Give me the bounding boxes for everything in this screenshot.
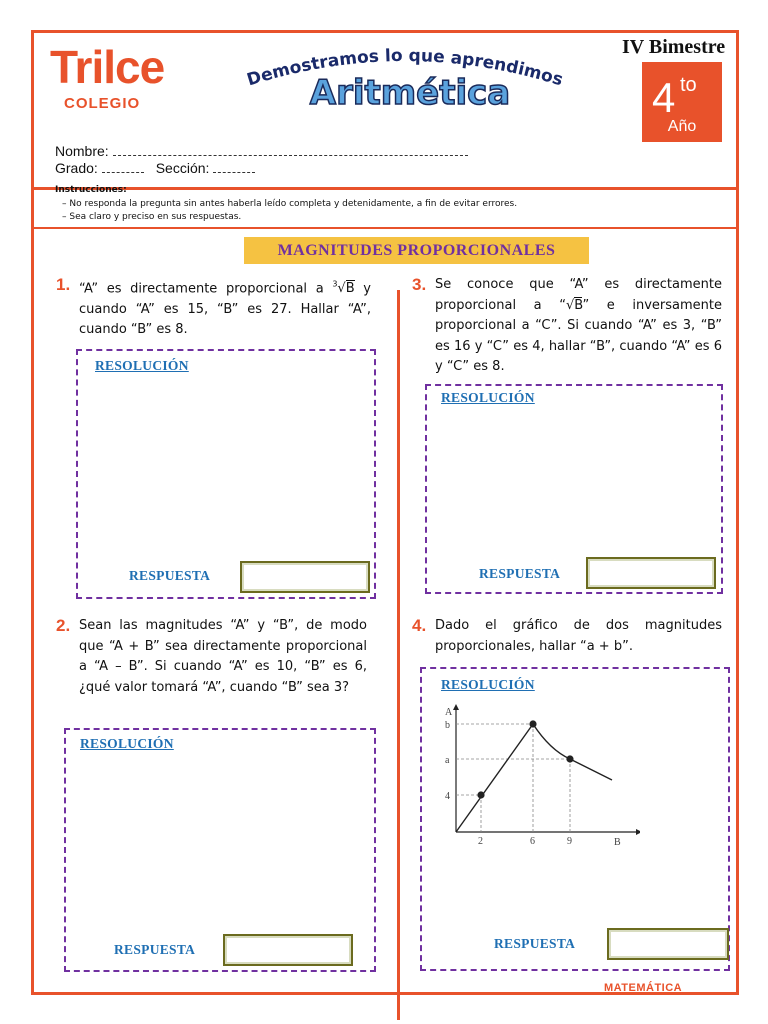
answer-label-1: RESPUESTA <box>129 568 211 583</box>
question-3-text: Se conoce que “A” es directamente proporcional a “√B” e inversamente proporcional a “C”. Si cuando “A” es 3, “B” es 16 y “C” es 4, hallar “B”, cuando “A” es 6 y “C” es 8. <box>435 277 723 374</box>
x-tick-2: 2 <box>478 836 483 847</box>
y-tick-4: 4 <box>445 791 450 802</box>
grado-seccion-field[interactable] <box>55 160 255 176</box>
grado-blank[interactable] <box>102 163 144 173</box>
y-tick-b: b <box>445 720 450 731</box>
column-divider <box>397 290 400 1020</box>
nombre-field[interactable] <box>55 143 468 159</box>
x-axis-arrow <box>636 829 640 835</box>
graph-point <box>529 720 536 727</box>
square-root-symbol: √B <box>565 297 583 313</box>
instructions-title: Instrucciones: <box>55 185 127 195</box>
logo-word: Trilce <box>50 41 165 93</box>
bimestre-label: IV Bimestre <box>622 36 726 58</box>
answer-box-3[interactable] <box>586 557 716 589</box>
grade-badge <box>642 62 722 142</box>
answer-label-4: RESPUESTA <box>494 936 576 951</box>
answer-box-4[interactable] <box>607 928 729 960</box>
nombre-label: Nombre: <box>55 143 109 159</box>
resolution-label-4: RESOLUCIÓN <box>441 677 535 692</box>
x-tick-6: 6 <box>530 836 535 847</box>
x-axis-label: B <box>614 837 621 848</box>
question-1-number: 1. <box>56 275 71 294</box>
seccion-label: Sección: <box>155 160 210 176</box>
seccion-blank[interactable] <box>213 163 255 173</box>
question-4-number: 4. <box>412 616 427 635</box>
logo-subtitle: COLEGIO <box>64 95 141 112</box>
question-2-text: Sean las magnitudes “A” y “B”, de modo que “A + B” sea directamente proporcional a “A – B”. Si cuando “A” es 10, “B” es 6, ¿qué valor tomará “A”, cuando “B” sea 3? <box>79 618 367 695</box>
y-axis-label: A <box>445 707 453 718</box>
grade-number: 4 <box>652 74 676 121</box>
answer-box-2[interactable] <box>223 934 353 966</box>
inverse-curve <box>533 724 612 780</box>
grado-label: Grado: <box>55 160 98 176</box>
instruction-item: – Sea claro y preciso en sus respuestas. <box>62 212 242 222</box>
y-tick-a: a <box>445 755 450 766</box>
school-logo <box>50 40 210 115</box>
direct-line <box>456 724 533 832</box>
question-1-text: “A” es directamente proporcional a $^3$√B y cuando “A” es 15, “B” es 27. Hallar “A”, cuando “B” es 8. <box>79 280 371 338</box>
x-tick-9: 9 <box>567 836 572 847</box>
proportionality-graph <box>440 702 640 852</box>
cube-root-symbol: $^3$√B <box>332 280 355 297</box>
section-title: MAGNITUDES PROPORCIONALES <box>244 237 589 264</box>
subject-title: Aritmética <box>309 73 511 113</box>
resolution-label-1: RESOLUCIÓN <box>95 358 189 373</box>
resolution-label-3: RESOLUCIÓN <box>441 390 535 405</box>
instructions-divider <box>31 227 739 229</box>
grade-label: Año <box>667 118 697 135</box>
question-2-number: 2. <box>56 616 71 635</box>
instruction-item: – No responda la pregunta sin antes haberla leído completa y detenidamente, a fin de evitar errores. <box>62 199 518 209</box>
answer-label-2: RESPUESTA <box>114 942 196 957</box>
graph-point <box>477 791 484 798</box>
slogan-text: Demostramos lo que aprendimos <box>244 45 566 91</box>
nombre-blank[interactable] <box>113 146 468 156</box>
header-divider <box>31 187 739 190</box>
question-3-number: 3. <box>412 275 427 294</box>
grade-suffix: to <box>680 74 697 96</box>
resolution-label-2: RESOLUCIÓN <box>80 736 174 751</box>
question-4-text: Dado el gráfico de dos magnitudes proporcionales, hallar “a + b”. <box>435 618 722 654</box>
answer-label-3: RESPUESTA <box>479 566 561 581</box>
footer-subject: MATEMÁTICA <box>604 982 683 994</box>
graph-point <box>566 755 573 762</box>
y-axis-arrow <box>453 704 459 710</box>
answer-box-1[interactable] <box>240 561 370 593</box>
